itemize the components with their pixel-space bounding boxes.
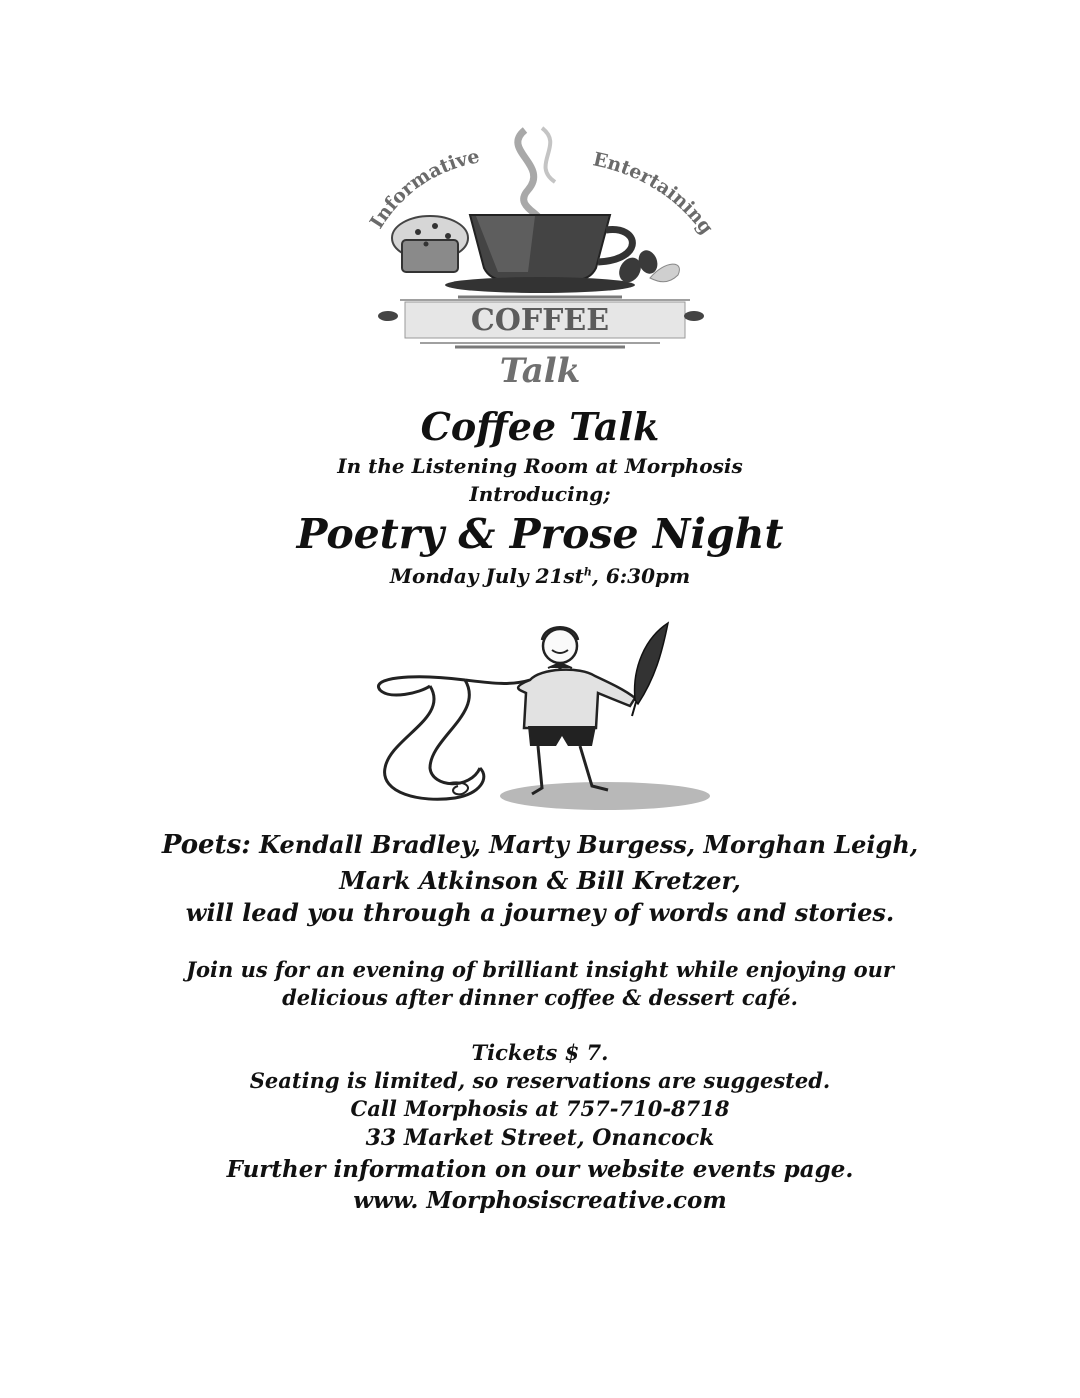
date-suffix: , 6:30pm: [591, 564, 691, 588]
poet-illustration-icon: [370, 618, 720, 818]
date-superscript: h: [583, 565, 592, 579]
svg-text:Entertaining: [591, 148, 717, 238]
tickets-line: Tickets $ 7.: [471, 1040, 609, 1065]
venue-line: In the Listening Room at Morphosis: [337, 454, 743, 478]
poets-names-1: Kendall Bradley, Marty Burgess, Morghan Leigh,: [250, 830, 919, 859]
phone-line: Call Morphosis at 757-710-8718: [350, 1096, 730, 1121]
page-title: Coffee Talk: [420, 404, 660, 449]
introducing-line: Introducing;: [469, 482, 611, 506]
coffee-talk-logo: [360, 120, 720, 390]
logo-arc-left: Informative: [365, 145, 482, 233]
logo-script-text: Talk: [499, 351, 581, 390]
poets-line-3: will lead you through a journey of words and stories.: [185, 898, 895, 927]
website-link[interactable]: www. Morphosiscreative.com: [353, 1187, 727, 1214]
address-line: 33 Market Street, Onancock: [365, 1125, 715, 1151]
event-title: Poetry & Prose Night: [296, 510, 784, 558]
seating-line: Seating is limited, so reservations are suggested.: [249, 1068, 831, 1093]
date-prefix: Monday July 21st: [389, 564, 584, 588]
event-date: [0, 564, 1080, 588]
poets-line-2: Mark Atkinson & Bill Kretzer,: [339, 866, 741, 895]
poets-label: Poets:: [161, 830, 251, 860]
logo-arc-right: Entertaining: [591, 148, 718, 239]
poets-line-1: [0, 830, 1080, 860]
info-line: Further information on our website events page.: [226, 1156, 854, 1183]
invite-line-2: delicious after dinner coffee & dessert café.: [282, 985, 798, 1010]
invite-line-1: Join us for an evening of brilliant insight while enjoying our: [186, 957, 894, 982]
logo-banner-text: COFFEE: [470, 303, 610, 338]
